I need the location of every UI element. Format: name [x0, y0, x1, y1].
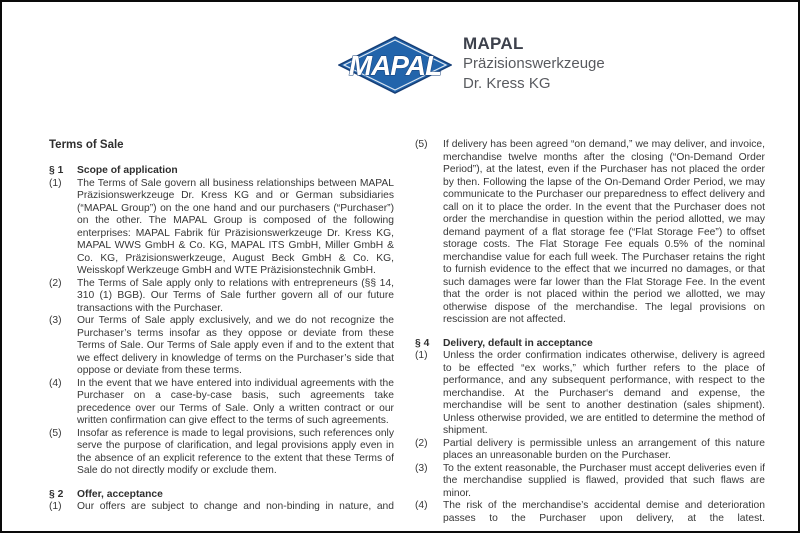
- paragraph: [49, 315, 394, 378]
- paragraph-number: (1): [415, 350, 428, 361]
- paragraph-text: The risk of the merchandise’s accidental demise and deterioration passes to the Purchaser upon delivery, at the latest.: [443, 500, 765, 524]
- left-column: [49, 139, 394, 514]
- paragraph-text: The Terms of Sale govern all business relationships between MAPAL Präzisionswerkzeuge Dr. Kress KG and or German subsidiaries (“MAPAL Group”) on the one hand and our purchasers (“Purchaser”) on the other. The MAPAL Group is composed of the following enterprises: MAPAL Fabrik für Präzisionswerkzeuge Dr. Kress KG, MAPAL WWS GmbH & Co. KG, MAPAL ITS GmbH, Miller GmbH & Co. KG, Präzisionswerkzeuge, August Beck GmbH & Co. KG, Weisskopf Werkzeuge GmbH and WTE Präzisionstechnik GmbH.: [77, 177, 394, 276]
- paragraph-text: Our Terms of Sale apply exclusively, and we do not recognize the Purchaser’s terms insofar as they oppose or deviate from these Terms of Sale. Our Terms of Sale apply even if and to the extent that we effect delivery in knowledge of terms on the Purchaser’s side that oppose or deviate from these terms.: [77, 315, 394, 376]
- paragraph-text: Unless the order confirmation indicates otherwise, delivery is agreed to be effected “ex works,” which further refers to the place of performance, and any subsequent performance, with respect to the merchandise. At the Purchaser‘s demand and expense, the merchandise will be sent to another destination (sales shipment). Unless otherwise provided, we are entitled to determine the method of shipment.: [443, 350, 765, 436]
- company-name: MAPAL: [463, 34, 524, 53]
- paragraph-number: (3): [415, 462, 428, 474]
- paragraph-number: (1): [49, 501, 62, 512]
- section-1-heading: [49, 165, 394, 178]
- section-title: Delivery, default in acceptance: [443, 337, 593, 349]
- section-number: § 2: [49, 488, 64, 500]
- section-2-heading: [49, 489, 394, 502]
- paragraph: [415, 139, 765, 327]
- paragraph: [415, 438, 765, 463]
- paragraph: [49, 501, 394, 514]
- section-number: § 4: [415, 337, 430, 349]
- paragraph-number: (2): [49, 277, 62, 289]
- paragraph-text: If delivery has been agreed “on demand,” we may deliver, and invoice, merchandise twelve months after the closing (“On-Demand Order Period”), at the latest, even if the Purchaser has not placed the order by then. Following the lapse of the On-Demand Order Period, we may communicate to the Purchaser our preparedness to effect delivery and call on it to place the order. In the event that the Purchaser does not order the merchandise in question within the period allotted, we may demand payment of a flat storage fee (“Flat Storage Fee”) to offset storage costs. The Flat Storage Fee equals 0.5% of the nominal merchandise value for each full week. The Purchaser retains the right to furnish evidence to the effect that we incurred no damages, or that such damages were far lower than the Flat Storage Fee. In the event that the order is not placed within the period we allotted, we may otherwise dispose of the merchandise. The legal provisions on rescission are not affected.: [443, 139, 765, 325]
- mapal-diamond-icon: [338, 35, 452, 97]
- logo-wordmark-text: MAPAL: [348, 50, 442, 81]
- section-title: Offer, acceptance: [77, 488, 163, 500]
- paragraph-number: (4): [49, 377, 62, 389]
- paragraph-text: The Terms of Sale apply only to relations with entrepreneurs (§§ 14, 310 (1) BGB). Our Terms of Sale further govern all of our future transactions with the Purchaser.: [77, 277, 394, 314]
- company-wordmark: [463, 33, 605, 94]
- mapal-logo: [338, 35, 452, 97]
- right-column: [415, 139, 765, 525]
- paragraph: [49, 428, 394, 478]
- section-title: Scope of application: [77, 165, 178, 176]
- section-4-heading: [415, 338, 765, 351]
- page-title: Terms of Sale: [49, 139, 124, 151]
- paragraph: [49, 378, 394, 428]
- company-subtitle-2: Dr. Kress KG: [463, 75, 551, 92]
- paragraph-text: In the event that we have entered into individual agreements with the Purchaser on a case-by-case basis, such agreements take precedence over our Terms of Sale. Only a written contract or our written confirmation can give effect to the terms of such agreements.: [77, 377, 394, 426]
- paragraph-text: To the extent reasonable, the Purchaser must accept deliveries even if the merchandise supplied is flawed, provided that such flaws are minor.: [443, 462, 765, 499]
- paragraph: [415, 463, 765, 501]
- paragraph-number: (2): [415, 437, 428, 449]
- paragraph-number: (4): [415, 500, 428, 511]
- paragraph-text: Our offers are subject to change and non-binding in nature, and: [77, 501, 394, 512]
- paragraph: [49, 178, 394, 278]
- paragraph-number: (1): [49, 177, 62, 189]
- paragraph-text: Insofar as reference is made to legal provisions, such references only serve the purpose of clarification, and legal provisions apply even in the absence of an explicit reference to the extent that these Terms of Sale do not directly modify or exclude them.: [77, 427, 394, 476]
- paragraph-number: (3): [49, 315, 62, 326]
- paragraph: [49, 278, 394, 316]
- company-subtitle-1: Präzisionswerkzeuge: [463, 55, 605, 72]
- paragraph-number: (5): [415, 139, 428, 150]
- paragraph-number: (5): [49, 427, 62, 439]
- section-number: § 1: [49, 165, 64, 176]
- paragraph: [415, 500, 765, 525]
- paragraph: [415, 350, 765, 438]
- paragraph-text: Partial delivery is permissible unless an arrangement of this nature places an unreasonable burden on the Purchaser.: [443, 437, 765, 461]
